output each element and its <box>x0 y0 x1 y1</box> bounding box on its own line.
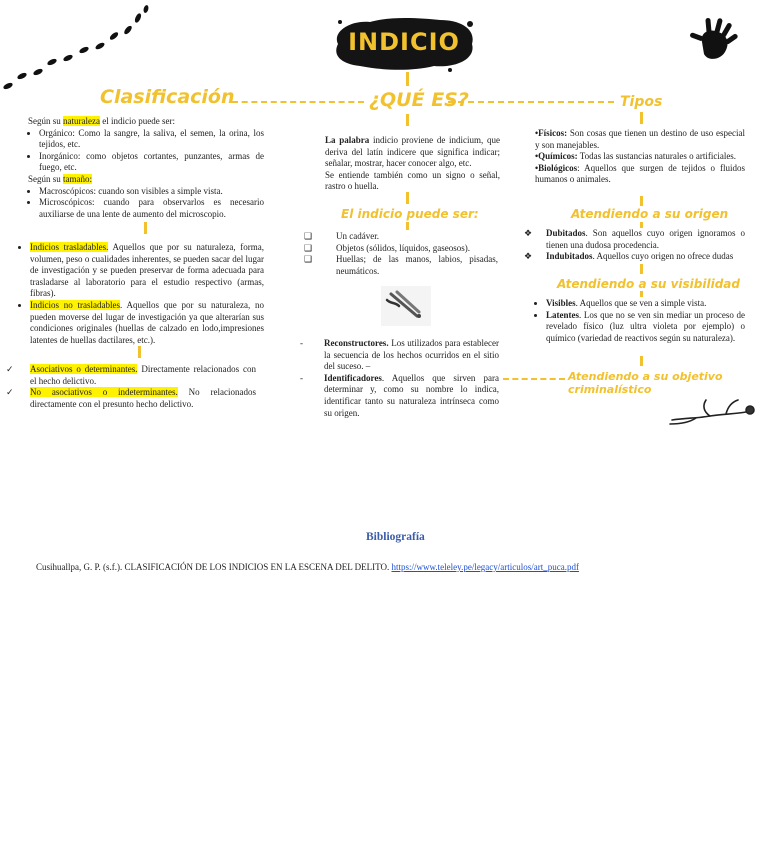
tweezers-icon <box>381 286 431 326</box>
connector-line <box>448 101 614 103</box>
list-item: ✓ No asociativos o indeterminantes. No relacionados directamente con el presunto hecho delictivo. <box>6 387 256 409</box>
page-title: INDICIO <box>348 28 460 56</box>
list-item: - Identificadores. Aquellos que sirven para determinar y, como su nombre lo indica, identificar tanto su naturaleza intrínseca como su origen. <box>300 372 499 418</box>
connector-line <box>232 101 364 103</box>
visibilidad-list <box>535 298 745 344</box>
heading-visibilidad: Atendiendo a su visibilidad <box>557 277 740 291</box>
list-item: - Reconstructores. Los utilizados para establecer la secuencia de los hechos ocurridos en el sitio del suceso. – <box>300 338 499 372</box>
list-item: ❑ Huellas; de las manos, labios, pisadas, neumáticos. <box>304 254 498 276</box>
list-item: • Indicios trasladables. Aquellos que por su naturaleza, forma, volumen, peso o cualidades inherentes, se pueden sacar del lugar de investigación y se pueden preservar de forma adecuada para trasladarse al laboratorio para el estudio respectivo (armas, fibras). <box>30 242 264 300</box>
list-item: • Latentes. Los que no se ven sin mediar un proceso de revelado físico (luz ultra violeta por ejemplo) o químico (variedad de reactivos según su naturaleza). <box>546 310 745 345</box>
heading-clasificacion: Clasificación <box>100 86 235 108</box>
connector-line <box>406 72 409 86</box>
list-item: ❖ Indubitados. Aquellos cuyo origen no ofrece dudas <box>524 251 734 262</box>
connector-line <box>138 346 141 358</box>
list-item: • Microscópicos: cuando para observarlos es necesario auxiliarse de una lente de aumento del microscopio. <box>39 197 264 220</box>
puede-ser-list <box>304 231 498 277</box>
traslado-text <box>18 242 264 346</box>
origen-list <box>524 228 745 263</box>
connector-line <box>640 356 643 366</box>
connector-line <box>406 222 409 230</box>
list-item: • Visibles. Aquellos que se ven a simple vista. <box>546 298 745 310</box>
connector-line <box>144 222 147 234</box>
list-item: • Indicios no trasladables. Aquellos que por su naturaleza, no pueden moverse del lugar de investigación ya que alterarían sus condiciones originales (huellas de calzado en lodo,impresiones latentes de huellas dactilares, etc.). <box>30 300 264 346</box>
heading-criminalistico: Atendiendo a su objetivo criminalístico <box>568 370 723 396</box>
list-item: ✓ Asociativos o determinantes. Directamente relacionados con el hecho delictivo. <box>6 364 256 386</box>
list-item: •Físicos: Son cosas que tienen un destino de uso especial y son manejables. <box>535 128 745 150</box>
list-item: • Macroscópicos: cuando son visibles a simple vista. <box>39 186 264 198</box>
connector-line <box>503 378 565 380</box>
heading-origen: Atendiendo a su origen <box>571 207 729 221</box>
tamano-intro: Según su tamaño: <box>28 173 93 184</box>
connector-line <box>640 196 643 206</box>
list-item: •Biológicos: Aquellos que surgen de tejidos o fluidos humanos o animales. <box>535 162 745 185</box>
list-item: •Químicos: Todas las sustancias naturales o artificiales. <box>535 151 737 162</box>
heading-tipos: Tipos <box>620 94 663 110</box>
connector-line <box>640 112 643 124</box>
tipos-text <box>535 128 745 186</box>
bibliography-entry: Cusihuallpa, G. P. (s.f.). CLASIFICACIÓN DE LOS INDICIOS EN LA ESCENA DEL DELITO. https://www.teleley.pe/legacy/articulos/art_puca.pdf <box>36 562 580 572</box>
list-item: ❖ Dubitados. Son aquellos cuyo origen ignoramos o tienen una dudosa procedencia. <box>524 228 745 250</box>
connector-line <box>640 291 643 297</box>
bibliography-title: Bibliografía <box>366 531 425 543</box>
connector-line <box>640 264 643 274</box>
footprints-icon <box>0 0 160 95</box>
bibliography-link[interactable]: https://www.teleley.pe/legacy/articulos/art_puca.pdf <box>391 562 580 572</box>
list-item: ❑ Objetos (sólidos, líquidos, gaseosos). <box>304 242 470 253</box>
list-item: • Orgánico: Como la sangre, la saliva, el semen, la orina, los tejidos, etc. <box>39 128 264 151</box>
objetivo-list <box>300 338 499 419</box>
que-es-text: La palabra indicio proviene de indicium, que deriva del latín indicere que significa indicar; señalar, mostrar, hacer conocer algo, etc. Se entiende también como un signo o señal, rastro o huella. <box>325 135 501 192</box>
handprint-icon <box>686 16 742 68</box>
list-item: • Inorgánico: como objetos cortantes, punzantes, armas de fuego, etc. <box>39 151 264 174</box>
asociacion-text <box>6 364 256 410</box>
heading-puede-ser: El indicio puede ser: <box>341 207 479 221</box>
heading-que-es: ¿QUÉ ES? <box>369 89 469 111</box>
list-item: ❑ Un cadáver. <box>304 231 379 241</box>
connector-line <box>406 192 409 204</box>
naturaleza-intro: Según su naturaleza el indicio puede ser: <box>28 116 175 126</box>
connector-line <box>406 114 409 126</box>
clasificacion-text <box>28 116 264 220</box>
body-outline-icon <box>666 396 762 428</box>
